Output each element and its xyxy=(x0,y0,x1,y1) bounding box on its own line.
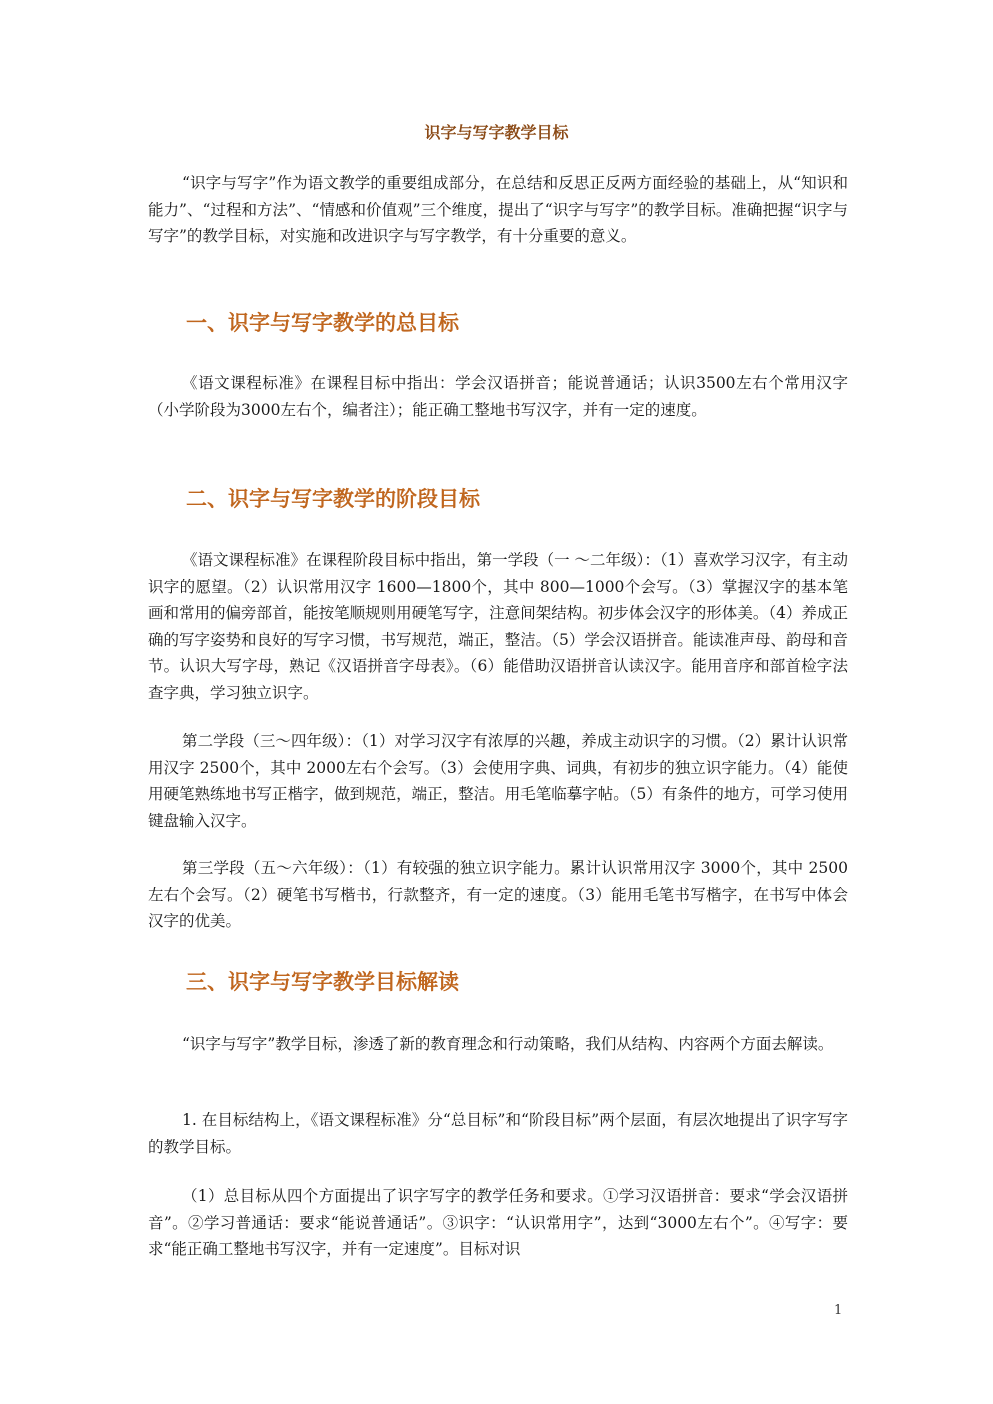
section-3-paragraph-2: 1. 在目标结构上，《语文课程标准》分“总目标”和“阶段目标”两个层面，有层次地提出了识字写字的教学目标。 xyxy=(148,1111,848,1156)
intro-paragraph: “识字与写字”作为语文教学的重要组成部分，在总结和反思正反两方面经验的基础上，从“知识和能力”、“过程和方法”、“情感和价值观”三个维度，提出了“识字与写字”的教学目标。准确把握“识字与写字”的教学目标，对实施和改进识字与写字教学，有十分重要的意义。 xyxy=(148,174,848,245)
section-1-paragraph-1: 《语文课程标准》在课程目标中指出：学会汉语拼音；能说普通话；认识3500左右个常用汉字（小学阶段为3000左右个，编者注）；能正确工整地书写汉字，并有一定的速度。 xyxy=(148,374,848,419)
section-2-paragraph-2: 第二学段（三～四年级）：（1）对学习汉字有浓厚的兴趣，养成主动识字的习惯。（2）累计认识常用汉字 2500个，其中 2000左右个会写。（3）会使用字典、词典，有初步的独立识字能力。（4）能使用硬笔熟练地书写正楷字，做到规范，端正，整洁。用毛笔临摹字帖。（5）有条件的地方，可学习使用键盘输入汉字。 xyxy=(148,732,848,830)
document-title: 识字与写字教学目标 xyxy=(424,123,569,142)
section-2-paragraph-1: 《语文课程标准》在课程阶段目标中指出，第一学段（一 ～二年级）：（1）喜欢学习汉字，有主动识字的愿望。（2）认识常用汉字 1600—1800个，其中 800—1000个会写。（3）掌握汉字的基本笔画和常用的偏旁部首，能按笔顺规则用硬笔写字，注意间架结构。初步体会汉字的形体美。（4）养成正确的写字姿势和良好的写字习惯，书写规范，端正，整洁。（5）学会汉语拼音。能读准声母、韵母和音节。认识大写字母，熟记《汉语拼音字母表》。（6）能借助汉语拼音认读汉字。能用音序和部首检字法查字典，学习独立识字。 xyxy=(148,551,848,702)
section-2-heading: 二、识字与写字教学的阶段目标 xyxy=(186,486,480,511)
section-2-paragraph-3: 第三学段（五～六年级）：（1）有较强的独立识字能力。累计认识常用汉字 3000个，其中 2500左右个会写。（2）硬笔书写楷书，行款整齐，有一定的速度。（3）能用毛笔书写楷字，在书写中体会汉字的优美。 xyxy=(148,859,848,930)
section-3-paragraph-3: （1）总目标从四个方面提出了识字写字的教学任务和要求。①学习汉语拼音：要求“学会汉语拼音”。②学习普通话：要求“能说普通话”。③识字：“认识常用字”，达到“3000左右个”。④写字：要求“能正确工整地书写汉字，并有一定速度”。目标对识 xyxy=(148,1187,848,1258)
section-1-heading: 一、识字与写字教学的总目标 xyxy=(186,310,459,335)
page-number: 1 xyxy=(834,1303,843,1318)
section-3-heading: 三、识字与写字教学目标解读 xyxy=(186,969,459,994)
section-3-paragraph-1: “识字与写字”教学目标，渗透了新的教育理念和行动策略，我们从结构、内容两个方面去解读。 xyxy=(182,1035,834,1053)
